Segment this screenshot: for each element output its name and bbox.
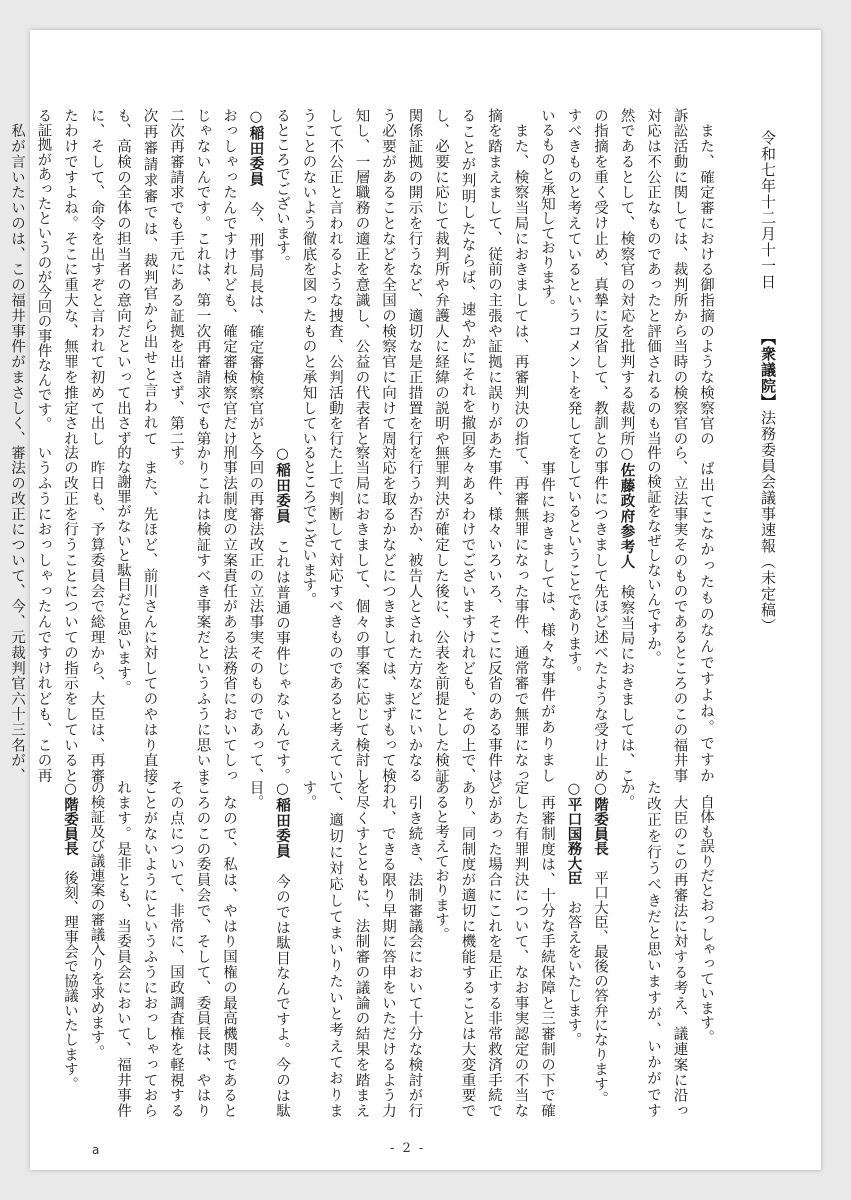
speaker-label: ○階委員長: [592, 780, 609, 856]
paragraph: また、先ほど、前川さんに対してのやはり直接的な謝罪がないと駄目だと思います。: [115, 445, 158, 783]
paragraph: 事件におきましては、様々な事件がありまして、再審無罪になった事件、通常審で無罪になった事件、様々いろいろ、そこに反省のある事件は多々あるわけでございますけれども、その上で、無罪判決が確定した後に、公表を前提とした検証を行うか否か、被告人とされた方などにいかなる対応を取るかなどにつきましては、まずもって検察当局におきまして、個々の事案に応じて検討した上で判断して対応すべきものであると考えているところでございます。: [300, 445, 555, 783]
paragraph: ○稲田委員 これは普通の事件じゃないんです。今回の再審法改正の立法事実そのものであって、刑事法制度の立案責任がある法務省においてしっかりこれは検証すべき事案だというふうに思います。: [168, 445, 291, 784]
paragraph: また、検察当局におきましては、再審判決の指摘を踏まえまして、従前の主張や証拠に誤りがあることが判明したならば、速やかにそれを撤回し、必要に応じて裁判所や弁護人に経緯の説明や関係証拠の開示を行うなど、適切な是正措置を行う必要があることなどを全国の検察官に向けて周知し、一層職務の適正を意識し、公益の代表者として不公正と言われるような捜査、公判活動を行うことのないよう徹底を図ったものと承知しているところでございます。: [274, 108, 529, 446]
text-block-1: [9, 108, 719, 447]
paragraph: 私が言いたいのは、この福井事件がまさしく、: [9, 123, 25, 446]
paragraph: ○稲田委員 今のでは駄目なんですよ。今のは駄目。: [247, 780, 291, 1119]
paragraph: ○佐藤政府参考人 検察当局におきましては、この事件につきまして先ほど述べたような受け止めをしているということであります。: [565, 445, 636, 783]
paragraph: ○稲田委員 今、刑事局長は、確定審検察官がとおっしゃったんですけれども、確定審検察官だけじゃないんです。これは、第一次再審請求でも第二次再審請求でも手元にある証拠を出さず、第二次再審請求審では、裁判官から出せと言われても、高検の全体の担当者の意向だといって出さずに、そして、命令を出すぞと言われて初めて出したわけですよね。そこに重大な、無罪を推定される証拠があったというのが今回の事件なんです。: [35, 108, 265, 447]
text-block-2: [9, 445, 719, 784]
speaker-label: ○佐藤政府参考人: [618, 445, 636, 570]
paragraph: 昨日も、予算委員会で総理から、大臣は、再審法の改正を行うことについての指示をしているというふうにおっしゃったんですけれども、この再審法の改正について、今、元裁判官六十三名が、: [9, 445, 105, 783]
draft-status: （未定稿）: [759, 554, 777, 634]
page-number: - 2 -: [390, 1141, 426, 1156]
document-page: [9, 30, 821, 1170]
header-title: [758, 330, 779, 634]
paragraph: 再審制度は、十分な手続保障と三審制の下で確定した有罪判決について、なお事実認定の不当などがあった場合にこれを是正する非常救済手続であり、同制度が適切に機能することは大変重要であると考えております。: [433, 780, 555, 1118]
speaker-label: ○階委員長: [62, 780, 79, 856]
speaker-label: ○平口国務大臣: [565, 780, 583, 886]
paragraph: ○階委員長 後刻、理事会で協議いたします。: [62, 780, 79, 1092]
paragraph: なので、私は、やはり国権の最高機関であるところのこの委員会で、そして、委員長は、やはりその点について、非常に、国政調査権を軽視することがないようにというふうにおっしゃっておられます。是非とも、当委員会において、福井事件の検証及び議連案の審議入りを求めます。: [88, 780, 237, 1118]
chamber-label: 【衆議院】: [759, 330, 777, 410]
header-date: 令和七年十二月十一日: [759, 130, 777, 290]
text-block-3: [62, 780, 719, 1119]
paragraph: ○平口国務大臣 お答えをいたします。: [565, 780, 583, 1048]
paragraph: ば出てこなかったものなんですよね。ですから、立法事実そのものであるところのこの福井事件の検証をなぜしないんですか。: [645, 445, 714, 783]
speaker-label: ○稲田委員: [247, 108, 265, 187]
paragraph: 大臣のこの再審法に対する考え、議連案に沿った改正を行うべきだと思いますが、いかがですか。: [618, 780, 688, 1118]
paragraph: 引き続き、法制審議会において十分な検討が行われ、できる限り早期に答申をいただけるよう力を尽くすとともに、法制審の議論の結果を踏まえて、適切に対応してまいりたいと考えております。: [300, 780, 423, 1118]
speaker-label: ○稲田委員: [274, 445, 291, 524]
footer-mark: a: [92, 1143, 100, 1157]
speaker-label: ○稲田委員: [274, 780, 291, 859]
paragraph: 自体も誤りだとおっしゃっています。: [698, 780, 714, 1045]
paragraph: ○階委員長 平口大臣、最後の答弁になります。: [592, 780, 609, 1106]
paragraph: また、確定審における御指摘のような検察官の訴訟活動に関しては、裁判所から当時の検察官の対応は不公正なものであったと評価されるのも当然であるとして、検察官の対応を批判する裁判所の指摘を重く受け止め、真摯に反省して、教訓とすべきものと考えているというコメントを発しているものと承知しております。: [539, 108, 714, 446]
committee-label: 法務委員会議事速報: [759, 410, 777, 554]
